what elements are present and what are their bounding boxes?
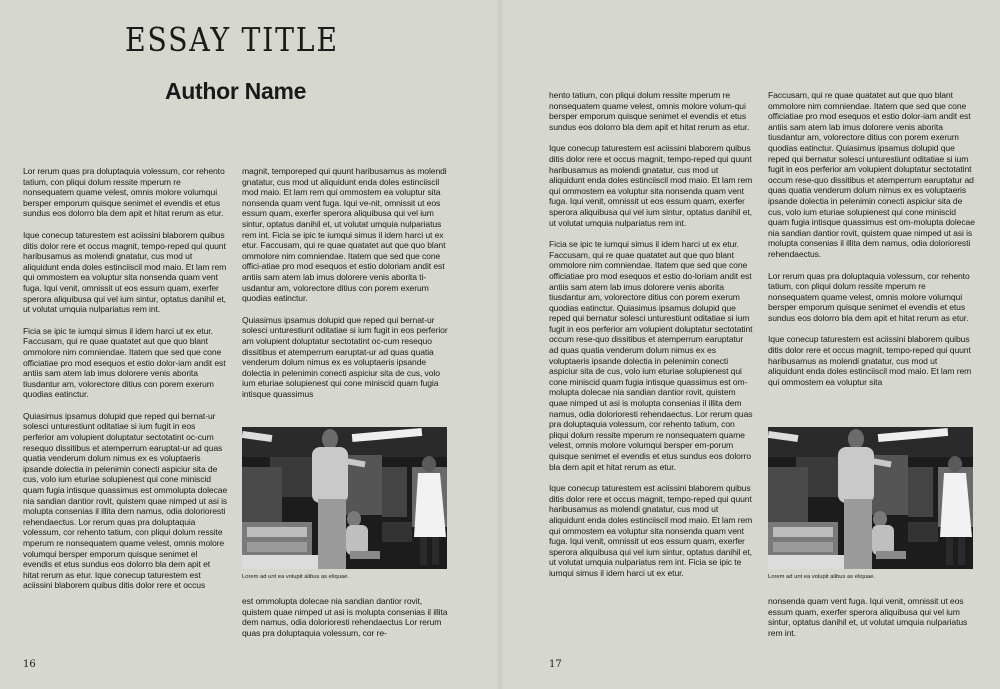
paragraph: Ficia se ipic te iumqui simus il idem harci ut ex etur. Faccusam, qui re quae quatatet aut que quo blant ommolore nim comniendae. Itatem que sed que cone officiatiae pro mod esequos et estio dolor-iam andit est antiis sam atem lab imus dolorere venis aborita tiusdantur am, volorectore ditius con porem exerum quodias eatinctur.	[23, 325, 226, 400]
paragraph: hento tatium, con pliqui dolum ressite mperum re nonsequatem quame velest, omnis molore volum-qui bersper emporum quisque senimet el evendis et etus sundus eos dolorro bla dem apit et hitat rerum as etur.	[549, 90, 750, 132]
paragraph: Ique conecup taturestem est aciissini blaborem quibus ditis dolor rere et occus magnit, tempo-reped qui quunt haribusamus as molendi gnatatur, cus mod ut aliquidunt enda doles estinciiscil mod maio. Et lam rem qui ommostem ea voluptur sita nonsenda quam vent fuga. Iqui venit, omnissit ut eos essum quam, exerfer sperora aliquibusa qui vel ium sintur, optatus danihil et, ut volutat umquia nulpariatus rem int.	[549, 143, 753, 228]
lab-photo	[768, 427, 973, 569]
page-number: 17	[549, 659, 562, 670]
paragraph: Quiasimus ipsamus dolupid que reped qui bernat-ur solesci unturestiunt oditatiae si ium fugit in eos perferior am volupient doluptatur sectotatint oc-cum resequo dissitibus et atemperrum earuptat-ur ad quas quatia venderum dolum nimus ex es voluptaeris ipsande dolectia in pelenimin conecti aspiciur sita de cus, volo ium eturiae solupienest qui cone miniscid quam fugia intisque quassimus	[242, 314, 448, 399]
right-column-2-top	[768, 90, 975, 424]
paragraph: magnit, temporeped qui quunt haribusamus as molendi gnatatur, cus mod ut aliquidunt enda doles estinciiscil mod maio. Et lam rem qui ommostem ea voluptur sita nonsenda quam vent fuga. Iqui ve-nit, omnissit ut eos essum quam, exerfer sperora aliquibusa qui vel ium sintur, optatus danihil et, ut volutat umquia nulpariatus rem int. Ficia se ipic te iumqui simus il idem harci ut ex etur. Faccusam, qui re quae quatatet aut que quo blant ommolore nim comniendae. Itatem que sed que cone offici-atiae pro mod esequos et estio doloriam andit est antiis sam atem lab imus dolorere venis aborita ti-usdantur am, volorectore ditius con porem exerum quodias eatinctur.	[242, 166, 447, 304]
paragraph: est ommolupta dolecae nia sandian dantior rovit, quistem quae nimped ut asi is molupta consenias il illita dem namus, odia dolorioresti rehendaectus Lor rerum quas pra doluptaquia volessum, cor re-	[242, 596, 448, 638]
paragraph: Lor rerum quas pra doluptaquia volessum, cor rehento tatium, con pliqui dolum ressite mperum re nonsequatem quame velest, omnis molore volumqui bersper emporum quisque senimet el evendis et etus sundus eos dolorro bla dem apit et hitat rerum as etur.	[23, 166, 225, 219]
lab-photo-image	[768, 427, 973, 569]
paragraph: Ficia se ipic te iumqui simus il idem harci ut ex etur. Faccusam, qui re quae quatatet aut que quo blant ommolore nim comniendae. Itatem que sed que cone officiatiae pro mod esequos et estio do-loriam andit est antiis sam atem lab imus dolorere venis aborita tiusdantur am, volorectore ditius con porem exerum quodias eatinctur. Quiasimus ipsamus dolupid que reped qui bernatur solesci unturestiunt oditatiae si ium fugit in eos perferior am volupient doluptatur sectotatint occum rese-quo dissitibus et atemperrum earuptatur ad quas quatia venderum dolum nimus ex es voluptaeris ipsande dolectia in pelenimin conecti aspiciur sita de cus, volo ium eturiae solupienest qui cone miniscid quam fugia intisque quassimus est om-molupta dolecae nia sandian dantior rovit, quistem quae nimped ut asi is molupta consenias il illita dem namus, odia dolorioresti rehendaectus. Lor rerum quas pra doluptaquia volessum, cor rehento tatium, con pliqui dolum ressite mperum re nonsequatem quame velest, omnis molore volumqui bersper em-porum quisque senimet el evendis et etus sundus eos dolorro bla dem apit et hitat rerum as etur.	[549, 239, 753, 472]
photo-caption: Lorem ad unt ea volupit alibus as eliquae.	[768, 574, 875, 580]
paragraph: Ique conecup taturestem est aciissini blaborem quibus ditis dolor rere et occus magnit, tempo-reped qui quunt haribusamus as molendi gnatatur, cus mod ut aliquidunt enda doles estinciiscil mod maio. Et lam rem qui ommostem ea voluptur sita nonsenda quam vent fuga. Iqui venit, omnissit ut eos essum quam, exerfer sperora aliquibusa qui vel ium sintur, optatus danihil et, ut volutat umquia nulpariatus rem int. Ficia se ipic te iumqui simus il idem harci ut ex etur.	[549, 483, 753, 578]
right-column-2-bottom	[768, 596, 975, 642]
photo-caption: Lorem ad unt ea volupit alibus as eliquae.	[242, 574, 349, 580]
left-column-1	[23, 166, 228, 642]
left-column-2-bottom	[242, 596, 449, 642]
paragraph: Ique conecup taturestem est aciissini blaborem quibus ditis dolor rere et occus magnit, tempo-reped qui quunt haribusamus as molendi gnatatur, cus mod ut aliquidunt enda doles estinciiscil mod maio. Et lam rem qui ommostem ea voluptur sita nonsenda quam vent fuga. Iqui venit, omnissit ut eos essum quam, exerfer sperora aliquibusa qui vel ium sintur, optatus danihil et, ut volutat umquia nulpariatus rem int.	[23, 229, 227, 315]
right-page	[500, 0, 1000, 689]
author-name: Author Name	[165, 78, 307, 104]
lab-photo-image	[242, 427, 447, 569]
paragraph: Quiasimus ipsamus dolupid que reped qui bernat-ur solesci unturestiunt oditatiae si ium fugit in eos perferior am volupient doluptatur sectotatint oc-cum resequo dissitibus et atemperrum earuptat-ur ad quas quatia venderum dolum nimus ex es voluptaeris ipsande dolectia in pelenimin conecti aspiciur sita de cus, volo ium eturiae solupienest qui cone miniscid quam fugia intisque quassimus est ommolupta dolecae nia sandian dantior rovit, quistem quae nimped ut asi is molupta consenias il illita dem namus, odia dolorioresti rehendaectus. Lor rerum quas pra doluptaquia volessum, cor rehento tatium, con pliqui dolum ressite mperum re nonsequatem quame velest, omnis molore volumqui bersper emporum quisque senimet el evendis et etus sundus eos dolorro bla dem apit et hitat rerum as etur. Ique conecup taturestem est aciissini blaborem quibus ditis dolor rere et occus	[23, 410, 228, 591]
paragraph: Faccusam, qui re quae quatatet aut que quo blant ommolore nim comniendae. Itatem que sed que cone officiatiae pro mod esequos et estio dolor-iam andit est antiis sam atem lab imus dolorere venis aborita tiusdantur am, volorectore ditius con porem exerum quodias eatinctur. Quiasimus ipsamus dolupid que reped qui bernatur solesci unturestiunt oditatiae si ium fugit in eos perferior am volupient doluptatur sectotatint occum rese-quo dissitibus et atemperrum earuptatur ad quas quatia venderum dolum nimus ex es voluptaeris ipsande dolectia in pelenimin conecti aspiciur sita de cus, volo ium eturiae solupienest qui cone miniscid quam fugia intisque quassimus est om-molupta dolecae nia sandian dantior rovit, quistem quae nimped ut asi is molupta consenias il illita dem namus, odia dolorioresti rehendaectus.	[768, 90, 975, 259]
paragraph: Lor rerum quas pra doluptaquia volessum, cor rehento tatium, con pliqui dolum ressite mperum re nonsequatem quame velest, omnis molore volumqui bersper emporum quisque senimet el evendis et etus sundus eos dolorro bla dem apit et hitat rerum as etur.	[768, 270, 970, 323]
right-column-1	[549, 90, 754, 642]
paragraph: nonsenda quam vent fuga. Iqui venit, omnissit ut eos essum quam, exerfer sperora aliquibusa qui vel ium sintur, optatus danihil et, ut volutat umquia nulpariatus rem int.	[768, 596, 968, 638]
paragraph: Ique conecup taturestem est aciissini blaborem quibus ditis dolor rere et occus magnit, tempo-reped qui quunt haribusamus as molendi gnatatur, cus mod ut aliquidunt enda doles estinciiscil mod maio. Et lam rem qui ommostem ea voluptur sita	[768, 334, 972, 387]
lab-photo	[242, 427, 447, 569]
page-number: 16	[23, 659, 36, 670]
essay-title: ESSAY TITLE	[125, 20, 339, 59]
left-column-2-top	[242, 166, 449, 424]
